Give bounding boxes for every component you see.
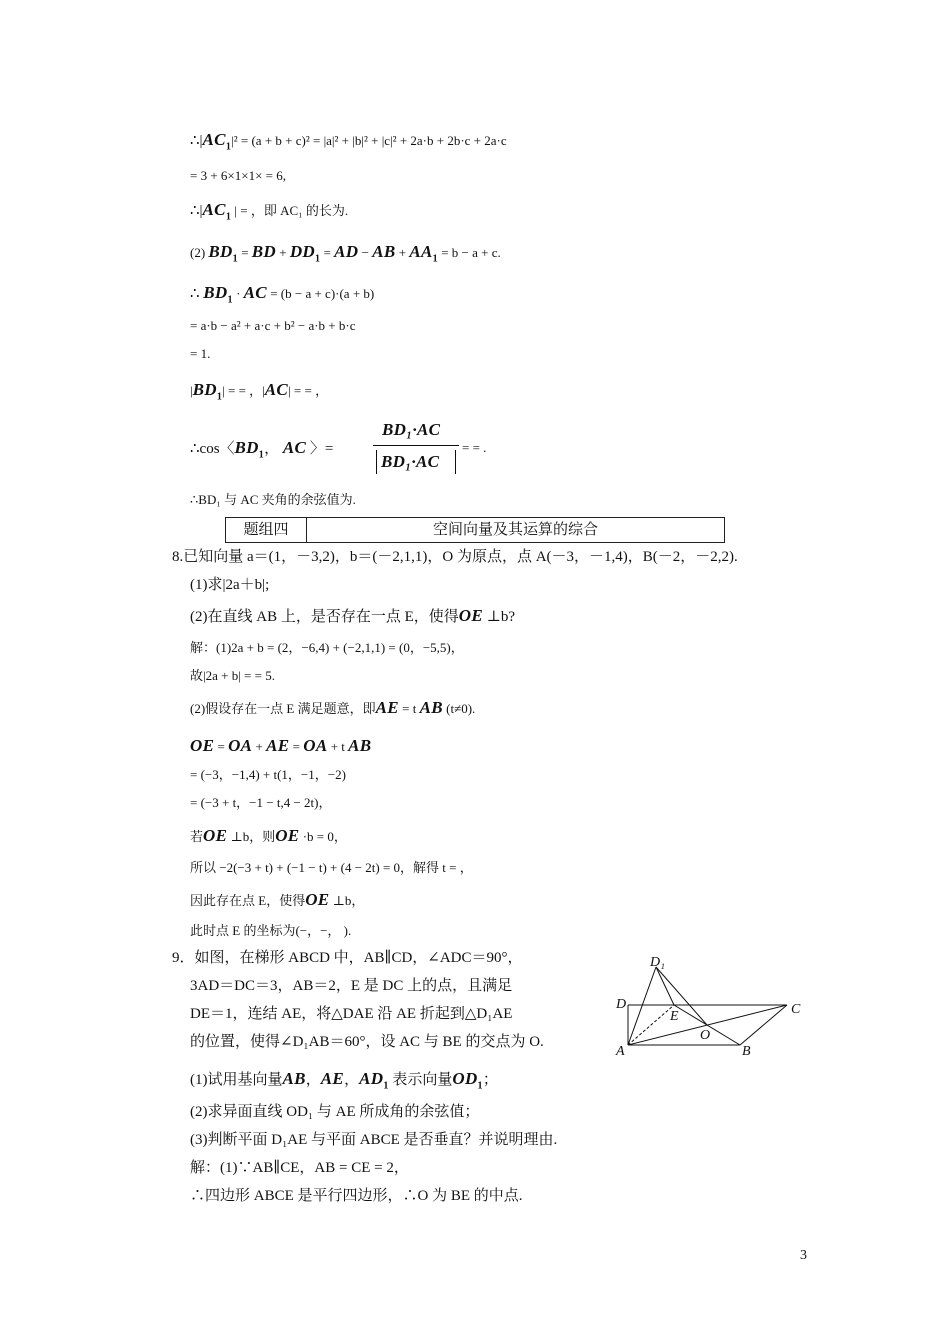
vector-bd1: $BD_1$ — [192, 380, 223, 403]
vector-bd: BD — [251, 242, 277, 261]
solution-8-line-4: OE = OA + AE = OA + t AB — [190, 736, 372, 755]
question-9-part-1: (1)试用基向量AB，AE，$AD_1$ 表示向量$OD_1$； — [190, 1069, 498, 1092]
vector-ac1: $AC_1$ — [202, 130, 232, 153]
vector-ab: AB — [372, 242, 396, 261]
vector-oe: OE — [190, 736, 215, 755]
question-8-part-2: (2)在直线 AB 上，是否存在一点 E，使得OE ⊥b? — [190, 606, 515, 625]
vector-od1: $OD_1$ — [452, 1069, 483, 1092]
solution-8-line-10: 此时点 E 的坐标为(−，−， ). — [190, 923, 352, 938]
question-9-line-3: DE＝1，连结 AE，将△DAE 沿 AE 折起到△D₁AE — [190, 1006, 513, 1022]
line-magnitudes: $|BD_1|$ = = ，|AC| = = ， — [190, 380, 329, 403]
line-expansion: = a·b − a² + a·c + b² − a·b + b·c — [190, 318, 356, 333]
vector-bd1: $BD_1$ — [203, 283, 233, 306]
segment-d1o — [656, 967, 707, 1025]
question-9-part-3: (3)判断平面 D₁AE 与平面 ABCE 是否垂直？并说明理由. — [190, 1132, 558, 1148]
label-d: D — [616, 997, 627, 1012]
line-equals-6: = 3 + 6×1×1× = 6, — [190, 168, 286, 183]
topic-group-title: 空间向量及其运算的综合 — [432, 522, 598, 538]
fraction-denominator: BD₁·AC — [381, 452, 440, 471]
vector-ae: AE — [266, 736, 290, 755]
vector-bd1: $BD_1$ — [208, 242, 238, 265]
vector-oe: OE — [458, 606, 483, 625]
label-c: C — [791, 1002, 801, 1017]
label-e: E — [670, 1009, 679, 1024]
label-a: A — [616, 1044, 625, 1059]
solution-8-line-5: = (−3，−1,4) + t(1，−1，−2) — [190, 767, 346, 782]
vector-ac: AC — [243, 283, 267, 302]
vector-aa1: $AA_1$ — [409, 242, 438, 265]
line-equals-1: = 1. — [190, 346, 211, 361]
vector-ab: AB — [348, 736, 372, 755]
question-9-line-1: 9．如图，在梯形 ABCD 中，AB∥CD，∠ADC＝90°， — [172, 950, 523, 966]
vector-ac: AC — [264, 380, 289, 399]
abs-bar-left — [376, 450, 377, 474]
question-9-line-2: 3AD＝DC＝3，AB＝2，E 是 DC 上的点，且满足 — [190, 978, 513, 994]
line-cosine: ∴cos〈$BD_1$， AC 〉= — [190, 438, 334, 461]
vector-oe: OE — [305, 890, 330, 909]
solution-9-line-2: ∴四边形 ABCE 是平行四边形，∴O 为 BE 的中点. — [190, 1188, 523, 1204]
line-ac1-length: $\therefore|AC_1$ | = ，即 AC₁ 的长为. — [190, 200, 349, 223]
vector-oe: OE — [275, 826, 300, 845]
vector-ae: AE — [320, 1069, 345, 1088]
solution-8-line-8: 所以 −2(−3 + t) + (−1 − t) + (4 − 2t) = 0，解得 t = ， — [190, 860, 473, 875]
vector-ac: AC — [282, 438, 307, 457]
trapezoid-fold-figure — [612, 955, 812, 1060]
vector-bd1: $BD_1$ — [234, 438, 265, 461]
solution-8-line-9: 因此存在点 E，使得OE ⊥b， — [190, 890, 365, 909]
vector-ab: AB — [419, 698, 443, 717]
label-b: B — [742, 1044, 751, 1059]
fraction-numerator: BD₁·AC — [382, 420, 441, 439]
vector-ad: AD — [334, 242, 359, 261]
line-dot-product: ∴ $BD_1$ · AC = (b − a + c)·(a + b) — [190, 283, 375, 306]
solution-8-line-2: 故|2a + b| = = 5. — [190, 668, 275, 683]
question-8: 8.已知向量 a＝(1，－3,2)，b＝(－2,1,1)，O 为原点，点 A(－3，－1,4)，B(－2，－2,2). — [172, 549, 738, 565]
vector-ad1: $AD_1$ — [359, 1069, 389, 1092]
page-number: 3 — [800, 1248, 807, 1263]
line-conclusion: ∴BD₁ 与 AC 夹角的余弦值为. — [190, 492, 356, 507]
vector-ac1: $AC_1$ — [202, 200, 232, 223]
topic-group-label: 题组四 — [226, 518, 307, 542]
solution-8-line-6: = (−3 + t，−1 − t,4 − 2t)， — [190, 795, 332, 810]
solution-9-line-1: 解：(1)∵AB∥CE，AB = CE = 2， — [190, 1160, 409, 1176]
vector-oa: OA — [228, 736, 253, 755]
solution-8-line-1: 解：(1)2a + b = (2，−6,4) + (−2,1,1) = (0，−5,5)， — [190, 640, 464, 655]
text: ∴| — [190, 133, 203, 149]
vector-ab: AB — [282, 1069, 306, 1088]
vector-oe: OE — [203, 826, 228, 845]
question-9-part-2: (2)求异面直线 OD₁ 与 AE 所成角的余弦值； — [190, 1104, 480, 1120]
fraction-bar — [373, 445, 459, 446]
solution-8-line-7: 若OE ⊥b，则OE ·b = 0， — [190, 826, 347, 845]
vector-oa: OA — [303, 736, 328, 755]
edge-d1e — [656, 967, 674, 1005]
question-9-line-4: 的位置，使得∠D₁AB＝60°，设 AC 与 BE 的交点为 O. — [190, 1034, 544, 1050]
topic-group-header — [225, 517, 725, 543]
cosine-result: = = . — [462, 440, 487, 455]
question-8-part-1: (1)求|2a＋b|; — [190, 577, 270, 593]
abs-bar-right — [455, 450, 456, 474]
vector-dd1: $DD_1$ — [289, 242, 321, 265]
solution-8-line-3: (2)假设存在一点 E 满足题意，即AE = t AB (t≠0). — [190, 698, 476, 717]
vector-ae: AE — [375, 698, 399, 717]
label-o: O — [700, 1028, 711, 1043]
text: |² = (a + b + c)² = |a|² + |b|² + |c|² + 2a·b + 2b·c + 2a·c — [231, 133, 507, 148]
line-bd1-decomposition: (2) $BD_1$ = BD + $DD_1$ = AD − AB + $AA_1 = b - a + c$. — [190, 242, 501, 265]
label-d1: D₁ — [650, 955, 665, 970]
line-ac1-squared — [190, 130, 507, 157]
edge-ad1 — [628, 967, 656, 1045]
